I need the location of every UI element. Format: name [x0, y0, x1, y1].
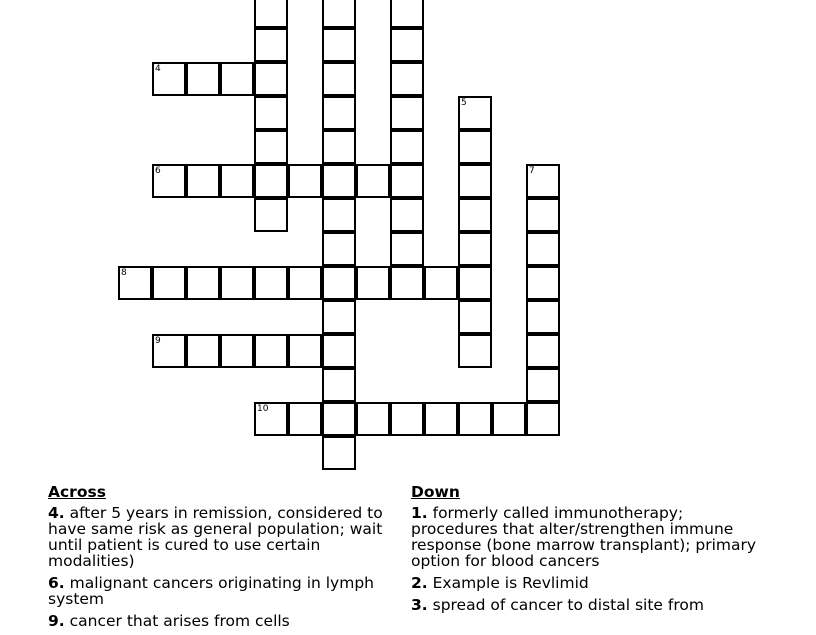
grid-cell[interactable]: [322, 300, 356, 334]
grid-cell[interactable]: [390, 96, 424, 130]
grid-cell[interactable]: [356, 402, 390, 436]
grid-cell[interactable]: [390, 198, 424, 232]
grid-cell[interactable]: [322, 164, 356, 198]
grid-cell[interactable]: [254, 198, 288, 232]
grid-cell[interactable]: [288, 164, 322, 198]
clue-down-3: [411, 597, 766, 613]
grid-cell[interactable]: [458, 402, 492, 436]
grid-cell[interactable]: [424, 402, 458, 436]
grid-cell[interactable]: [424, 266, 458, 300]
grid-cell[interactable]: [526, 164, 560, 198]
grid-cell[interactable]: [152, 62, 186, 96]
clue-text: Example is Revlimid: [427, 574, 589, 592]
grid-cell[interactable]: [288, 266, 322, 300]
clue-text: cancer that arises from cells: [64, 612, 290, 630]
clue-number: 2.: [411, 574, 428, 592]
clue-number-label: 9: [155, 336, 161, 346]
grid-cell[interactable]: [254, 402, 288, 436]
clue-number: 1.: [411, 504, 428, 522]
grid-cell[interactable]: [322, 436, 356, 470]
grid-cell[interactable]: [322, 402, 356, 436]
grid-cell[interactable]: [458, 96, 492, 130]
grid-cell[interactable]: [322, 232, 356, 266]
grid-cell[interactable]: [390, 266, 424, 300]
clue-number: 3.: [411, 596, 428, 614]
clue-across-4: [48, 505, 403, 569]
clue-text: spread of cancer to distal site from: [427, 596, 704, 614]
grid-cell[interactable]: [186, 164, 220, 198]
grid-cell[interactable]: [390, 130, 424, 164]
clue-text: formerly called immunotherapy; procedures that alter/strengthen immune response (bone marrow transplant); primary option for blood cancers: [411, 504, 757, 570]
grid-cell[interactable]: [322, 198, 356, 232]
clue-down-2: [411, 575, 766, 591]
grid-cell[interactable]: [254, 96, 288, 130]
clue-down-1: [411, 505, 766, 569]
grid-cell[interactable]: [322, 0, 356, 28]
grid-cell[interactable]: [526, 266, 560, 300]
grid-cell[interactable]: [390, 28, 424, 62]
grid-cell[interactable]: [186, 62, 220, 96]
grid-cell[interactable]: [458, 232, 492, 266]
across-heading: Across: [48, 483, 106, 501]
grid-cell[interactable]: [458, 334, 492, 368]
grid-cell[interactable]: [458, 300, 492, 334]
grid-cell[interactable]: [526, 232, 560, 266]
grid-cell[interactable]: [152, 266, 186, 300]
down-heading: Down: [411, 483, 460, 501]
across-clues: [48, 483, 403, 635]
grid-cell[interactable]: [254, 62, 288, 96]
grid-cell[interactable]: [458, 198, 492, 232]
grid-cell[interactable]: [526, 198, 560, 232]
grid-cell[interactable]: [526, 402, 560, 436]
grid-cell[interactable]: [254, 266, 288, 300]
clue-number-label: 7: [529, 166, 535, 176]
grid-cell[interactable]: [220, 266, 254, 300]
clue-number-label: 5: [461, 98, 467, 108]
clue-number: 4.: [48, 504, 65, 522]
clue-text: malignant cancers originating in lymph system: [48, 574, 374, 608]
grid-cell[interactable]: [390, 164, 424, 198]
grid-cell[interactable]: [526, 300, 560, 334]
grid-cell[interactable]: [220, 62, 254, 96]
grid-cell[interactable]: [288, 402, 322, 436]
grid-cell[interactable]: [322, 96, 356, 130]
grid-cell[interactable]: [390, 0, 424, 28]
grid-cell[interactable]: [390, 62, 424, 96]
clue-number-label: 8: [121, 268, 127, 278]
grid-cell[interactable]: [186, 334, 220, 368]
grid-cell[interactable]: [254, 164, 288, 198]
grid-cell[interactable]: [390, 232, 424, 266]
clue-text: after 5 years in remission, considered to have same risk as general population; wait until patient is cured to use certain modalities): [48, 504, 383, 570]
grid-cell[interactable]: [458, 164, 492, 198]
grid-cell[interactable]: [220, 334, 254, 368]
grid-cell[interactable]: [254, 0, 288, 28]
grid-cell[interactable]: [322, 334, 356, 368]
down-clues: [411, 483, 766, 619]
grid-cell[interactable]: [118, 266, 152, 300]
clue-number: 6.: [48, 574, 65, 592]
grid-cell[interactable]: [322, 62, 356, 96]
grid-cell[interactable]: [254, 334, 288, 368]
grid-cell[interactable]: [322, 28, 356, 62]
grid-cell[interactable]: [288, 334, 322, 368]
clue-across-6: [48, 575, 403, 607]
grid-cell[interactable]: [322, 130, 356, 164]
grid-cell[interactable]: [322, 368, 356, 402]
grid-cell[interactable]: [322, 266, 356, 300]
grid-cell[interactable]: [492, 402, 526, 436]
grid-cell[interactable]: [152, 164, 186, 198]
grid-cell[interactable]: [220, 164, 254, 198]
grid-cell[interactable]: [526, 334, 560, 368]
clue-number-label: 6: [155, 166, 161, 176]
grid-cell[interactable]: [356, 164, 390, 198]
grid-cell[interactable]: [254, 130, 288, 164]
grid-cell[interactable]: [390, 402, 424, 436]
clue-number: 9.: [48, 612, 65, 630]
grid-cell[interactable]: [356, 266, 390, 300]
grid-cell[interactable]: [526, 368, 560, 402]
grid-cell[interactable]: [152, 334, 186, 368]
grid-cell[interactable]: [458, 130, 492, 164]
clue-across-9: [48, 613, 403, 629]
grid-cell[interactable]: [186, 266, 220, 300]
clue-number-label: 4: [155, 64, 161, 74]
clue-number-label: 10: [257, 404, 269, 414]
grid-cell[interactable]: [254, 28, 288, 62]
grid-cell[interactable]: [458, 266, 492, 300]
